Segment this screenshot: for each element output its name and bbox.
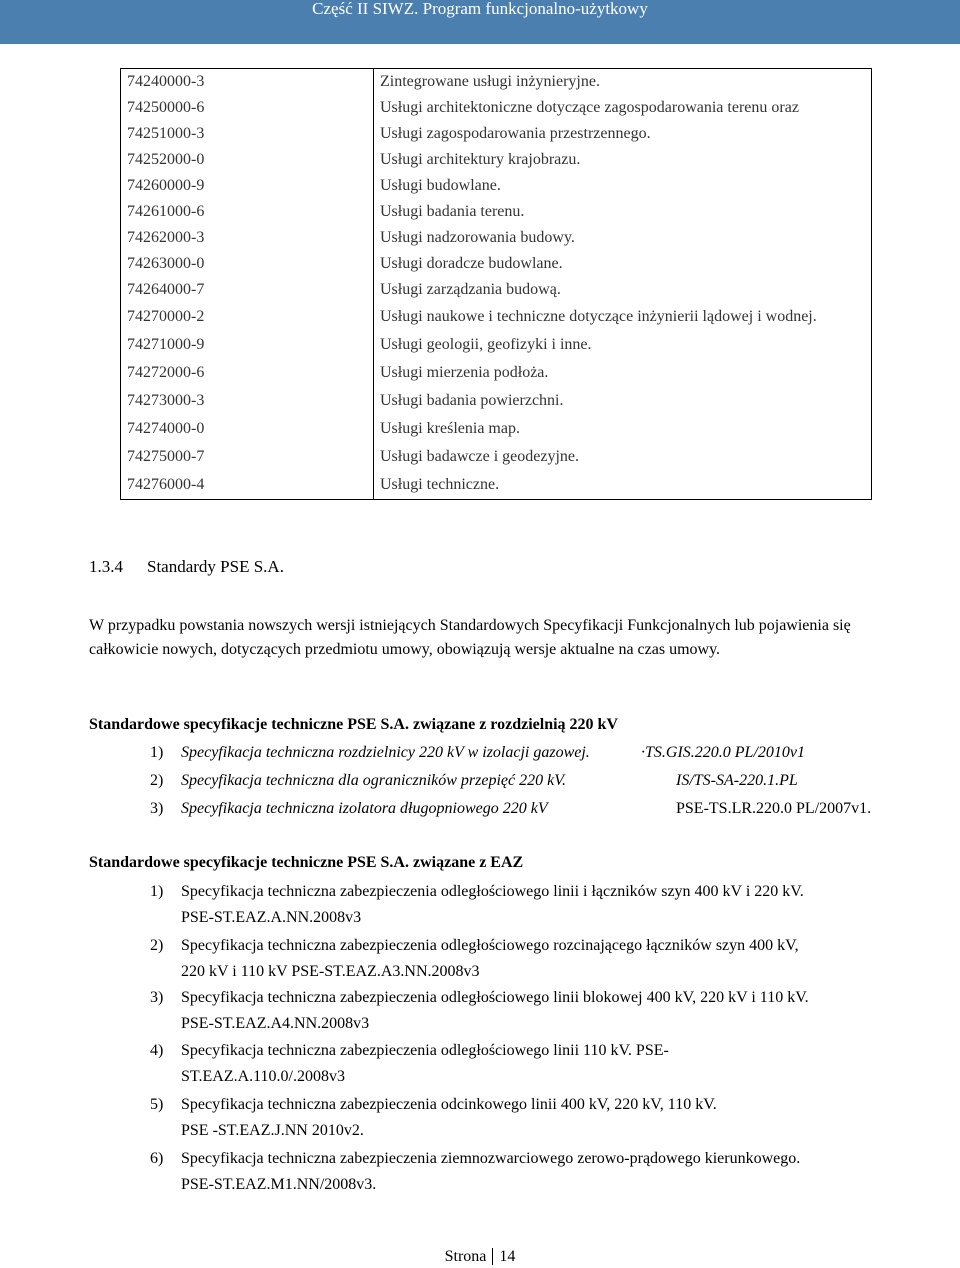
cpv-code: 74252000-0 xyxy=(121,147,374,173)
group1-heading: Standardowe specyfikacje techniczne PSE S.A. związane z rozdzielnią 220 kV xyxy=(89,716,618,733)
group1-item-1 xyxy=(150,744,805,762)
item-line1: Specyfikacja techniczna zabezpieczenia ziemnozwarciowego zerowo-prądowego kierunkowego. xyxy=(181,1150,801,1167)
section-title xyxy=(89,557,284,577)
page-number: 14 xyxy=(499,1248,516,1265)
cpv-description: Usługi badania terenu. xyxy=(374,199,872,225)
table-row xyxy=(121,331,872,359)
cpv-description: Usługi architektoniczne dotyczące zagospodarowania terenu oraz xyxy=(374,95,872,121)
table-row xyxy=(121,387,872,415)
table-row xyxy=(121,251,872,277)
item-number: 3) xyxy=(150,989,164,1006)
page-footer xyxy=(0,1248,960,1266)
cpv-code: 74274000-0 xyxy=(121,415,374,443)
cpv-description: Zintegrowane usługi inżynieryjne. xyxy=(374,69,872,96)
table-row xyxy=(121,121,872,147)
cpv-code: 74240000-3 xyxy=(121,69,374,96)
section-title-text: Standardy PSE S.A. xyxy=(147,557,284,576)
section-number: 1.3.4 xyxy=(89,557,123,576)
cpv-code: 74250000-6 xyxy=(121,95,374,121)
item-line2: PSE -ST.EAZ.J.NN 2010v2. xyxy=(181,1122,364,1139)
table-row xyxy=(121,471,872,500)
cpv-code: 74263000-0 xyxy=(121,251,374,277)
cpv-description: Usługi kreślenia map. xyxy=(374,415,872,443)
table-row xyxy=(121,95,872,121)
item-number: 1) xyxy=(150,744,164,761)
cpv-description: Usługi architektury krajobrazu. xyxy=(374,147,872,173)
item-line1: Specyfikacja techniczna zabezpieczenia odległościowego linii 110 kV. PSE- xyxy=(181,1042,669,1059)
cpv-code: 74261000-6 xyxy=(121,199,374,225)
table-row xyxy=(121,173,872,199)
page-header xyxy=(0,0,960,44)
cpv-description: Usługi zagospodarowania przestrzennego. xyxy=(374,121,872,147)
table-row xyxy=(121,147,872,173)
item-line2: PSE-ST.EAZ.M1.NN/2008v3. xyxy=(181,1176,377,1193)
item-number: 5) xyxy=(150,1096,164,1113)
cpv-code: 74275000-7 xyxy=(121,443,374,471)
cpv-codes-table xyxy=(120,68,872,500)
item-number: 4) xyxy=(150,1042,164,1059)
item-text: Specyfikacja techniczna dla ograniczników przepięć 220 kV. xyxy=(181,772,566,789)
item-ref: IS/TS-SA-220.1.PL xyxy=(676,772,798,789)
item-line2: 220 kV i 110 kV PSE-ST.EAZ.A3.NN.2008v3 xyxy=(181,963,480,980)
cpv-description: Usługi mierzenia podłoża. xyxy=(374,359,872,387)
group2-item-1 xyxy=(150,879,890,931)
cpv-code: 74251000-3 xyxy=(121,121,374,147)
item-ref: ·TS.GIS.220.0 PL/2010v1 xyxy=(641,744,805,761)
group2-item-3 xyxy=(150,985,890,1037)
item-number: 6) xyxy=(150,1150,164,1167)
group2-heading: Standardowe specyfikacje techniczne PSE S.A. związane z EAZ xyxy=(89,854,524,871)
table-row xyxy=(121,225,872,251)
footer-separator xyxy=(492,1248,493,1265)
item-line1: Specyfikacja techniczna zabezpieczenia odległościowego linii blokowej 400 kV, 220 kV i 110 kV. xyxy=(181,989,809,1006)
cpv-code: 74271000-9 xyxy=(121,331,374,359)
group2-item-6 xyxy=(150,1146,890,1198)
item-number: 3) xyxy=(150,800,164,817)
item-text: Specyfikacja techniczna izolatora długopniowego 220 kV xyxy=(181,800,548,817)
cpv-code: 74276000-4 xyxy=(121,471,374,500)
item-number: 2) xyxy=(150,937,164,954)
footer-label: Strona xyxy=(444,1248,487,1265)
cpv-description: Usługi naukowe i techniczne dotyczące inżynierii lądowej i wodnej. xyxy=(374,303,872,331)
item-line1: Specyfikacja techniczna zabezpieczenia odległościowego rozcinającego łączników szyn 400 kV, xyxy=(181,937,799,954)
cpv-description: Usługi doradcze budowlane. xyxy=(374,251,872,277)
cpv-code: 74264000-7 xyxy=(121,277,374,303)
group2-item-5 xyxy=(150,1092,890,1144)
item-line2: ST.EAZ.A.110.0/.2008v3 xyxy=(181,1068,345,1085)
group2-item-2 xyxy=(150,933,890,985)
item-line1: Specyfikacja techniczna zabezpieczenia odległościowego linii i łączników szyn 400 kV i 220 kV. xyxy=(181,883,804,900)
cpv-description: Usługi nadzorowania budowy. xyxy=(374,225,872,251)
cpv-description: Usługi geologii, geofizyki i inne. xyxy=(374,331,872,359)
cpv-description: Usługi budowlane. xyxy=(374,173,872,199)
cpv-description: Usługi badania powierzchni. xyxy=(374,387,872,415)
table-row xyxy=(121,359,872,387)
table-row xyxy=(121,415,872,443)
item-line2: PSE-ST.EAZ.A.NN.2008v3 xyxy=(181,909,362,926)
group2-item-4 xyxy=(150,1038,890,1090)
cpv-description: Usługi zarządzania budową. xyxy=(374,277,872,303)
table-row xyxy=(121,69,872,96)
cpv-code: 74260000-9 xyxy=(121,173,374,199)
header-title: Część II SIWZ. Program funkcjonalno-użytkowy xyxy=(312,0,648,18)
item-text: Specyfikacja techniczna rozdzielnicy 220 kV w izolacji gazowej. xyxy=(181,744,590,761)
cpv-code: 74272000-6 xyxy=(121,359,374,387)
item-line1: Specyfikacja techniczna zabezpieczenia odcinkowego linii 400 kV, 220 kV, 110 kV. xyxy=(181,1096,717,1113)
intro-paragraph: W przypadku powstania nowszych wersji istniejących Standardowych Specyfikacji Funkcjonalnych lub pojawienia się całkowicie nowych, dotyczących przedmiotu umowy, obowiązują wersje aktualne na czas umowy. xyxy=(89,617,851,658)
cpv-code: 74262000-3 xyxy=(121,225,374,251)
cpv-code: 74270000-2 xyxy=(121,303,374,331)
item-number: 2) xyxy=(150,772,164,789)
item-line2: PSE-ST.EAZ.A4.NN.2008v3 xyxy=(181,1015,370,1032)
cpv-description: Usługi badawcze i geodezyjne. xyxy=(374,443,872,471)
table-row xyxy=(121,277,872,303)
group1-item-3 xyxy=(150,800,872,818)
item-number: 1) xyxy=(150,883,164,900)
cpv-description: Usługi techniczne. xyxy=(374,471,872,500)
group1-item-2 xyxy=(150,772,798,790)
item-ref: PSE-TS.LR.220.0 PL/2007v1. xyxy=(676,800,872,817)
table-row xyxy=(121,443,872,471)
table-row xyxy=(121,199,872,225)
cpv-code: 74273000-3 xyxy=(121,387,374,415)
table-row xyxy=(121,303,872,331)
